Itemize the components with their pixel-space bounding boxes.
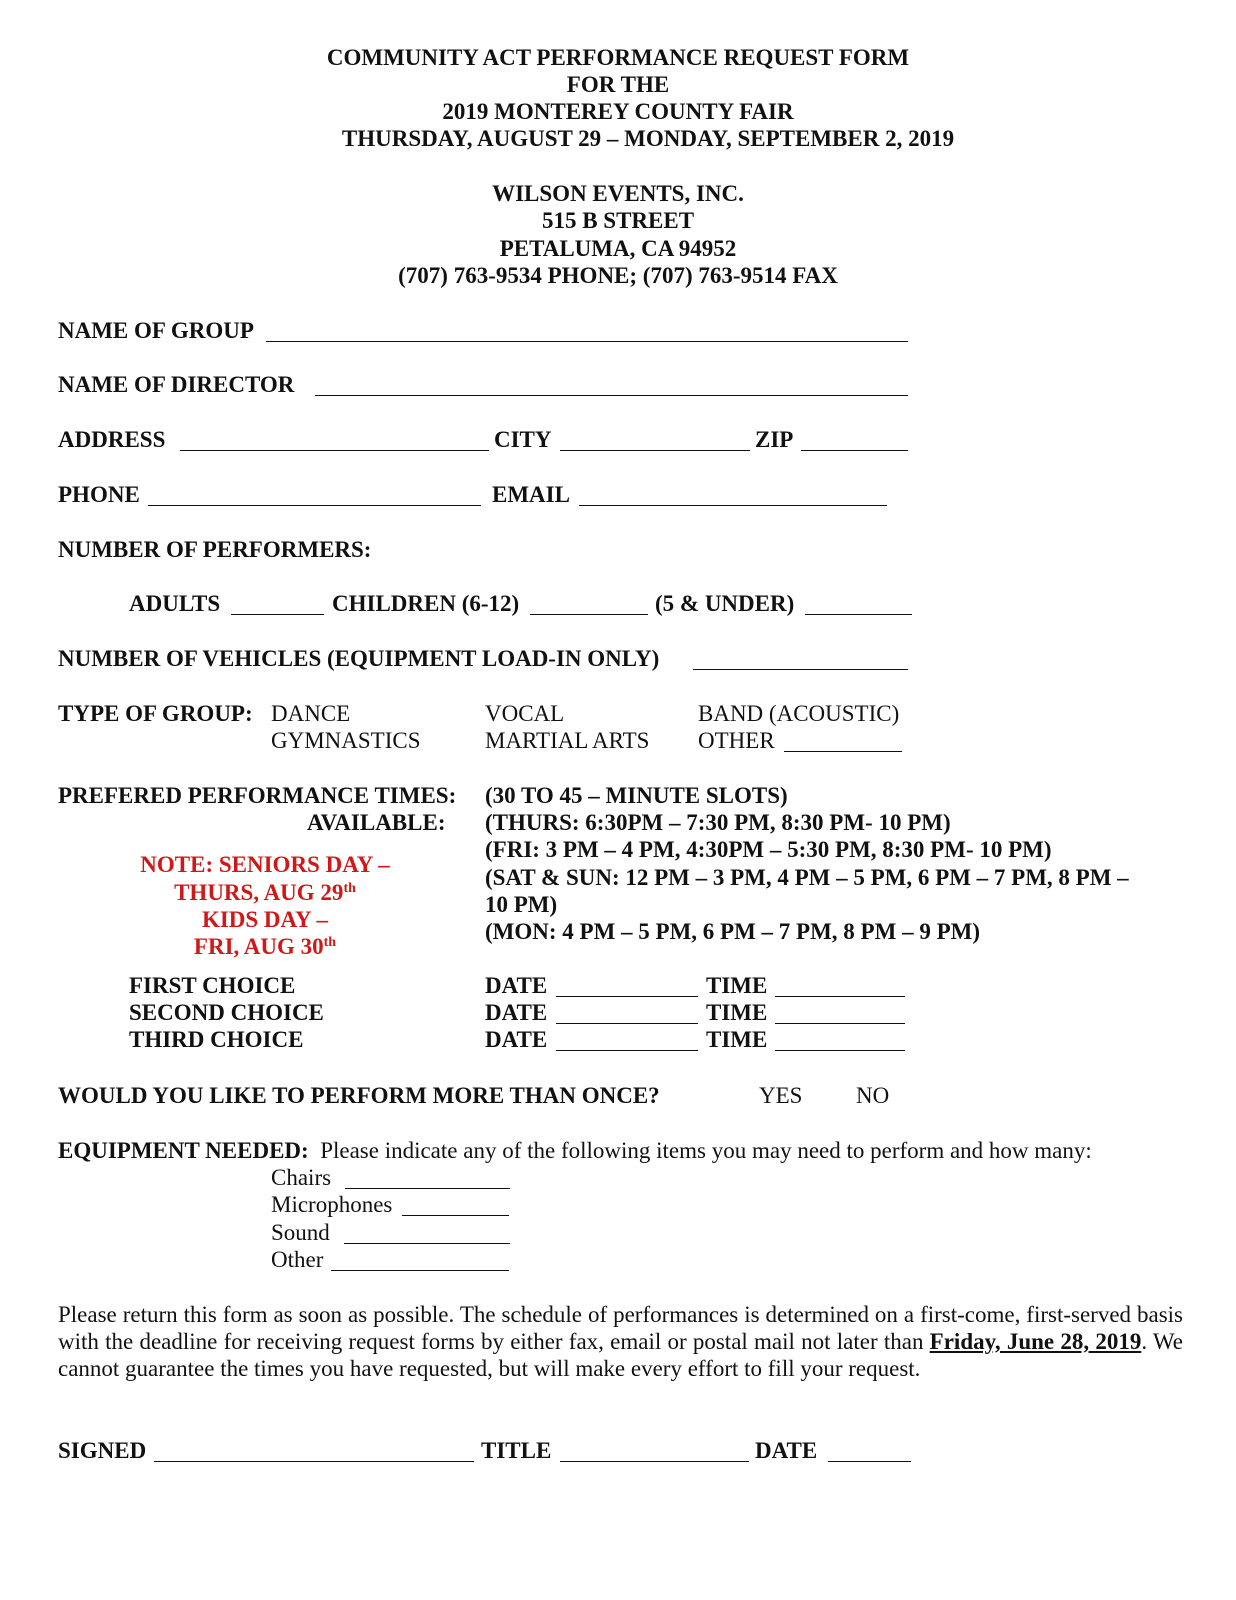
name-of-group-field[interactable] — [266, 341, 908, 342]
name-of-group-label: NAME OF GROUP — [58, 318, 254, 343]
perform-more-question: WOULD YOU LIKE TO PERFORM MORE THAN ONCE? — [58, 1083, 660, 1108]
adults-label: ADULTS — [129, 591, 221, 616]
group-type-martial-arts[interactable]: MARTIAL ARTS — [485, 728, 650, 753]
date-label: DATE — [755, 1438, 818, 1463]
equipment-row — [58, 1137, 1092, 1165]
group-type-other-field[interactable] — [784, 751, 902, 752]
group-type-band[interactable]: BAND (ACOUSTIC) — [698, 701, 900, 726]
adults-field[interactable] — [231, 614, 324, 615]
city-label: CITY — [494, 427, 552, 452]
slots-text: (30 TO 45 – MINUTE SLOTS) — [485, 783, 788, 808]
vehicles-field[interactable] — [693, 669, 908, 670]
first-choice-date-label: DATE — [485, 973, 548, 998]
third-choice-label: THIRD CHOICE — [129, 1027, 304, 1052]
equipment-sound-field[interactable] — [344, 1243, 510, 1244]
second-choice-time-field[interactable] — [775, 1023, 905, 1024]
zip-label: ZIP — [755, 427, 794, 452]
group-type-other[interactable]: OTHER — [698, 728, 775, 753]
third-choice-time-label: TIME — [706, 1027, 768, 1052]
kids-day-note: KIDS DAY – — [201, 907, 329, 932]
phone-field[interactable] — [148, 505, 481, 506]
equipment-chairs-field[interactable] — [345, 1188, 510, 1189]
date-field[interactable] — [828, 1461, 911, 1462]
friday-times: (FRI: 3 PM – 4 PM, 4:30PM – 5:30 PM, 8:30 PM- 10 PM) — [485, 837, 1052, 862]
fair-dates: THURSDAY, AUGUST 29 – MONDAY, SEPTEMBER 2, 2019 — [341, 126, 955, 151]
deadline-date: Friday, June 28, 2019 — [929, 1329, 1142, 1354]
thursday-times: (THURS: 6:30PM – 7:30 PM, 8:30 PM- 10 PM) — [485, 810, 951, 835]
company-phone-fax: (707) 763-9534 PHONE; (707) 763-9514 FAX — [398, 263, 838, 288]
equipment-microphones-label: Microphones — [271, 1192, 393, 1217]
group-type-vocal[interactable]: VOCAL — [485, 701, 565, 726]
equipment-label: EQUIPMENT NEEDED: — [58, 1138, 309, 1163]
available-label: AVAILABLE: — [307, 810, 446, 835]
signed-field[interactable] — [154, 1461, 474, 1462]
vehicles-label: NUMBER OF VEHICLES (EQUIPMENT LOAD-IN ONLY) — [58, 646, 660, 671]
company-street: 515 B STREET — [541, 208, 695, 233]
third-choice-time-field[interactable] — [775, 1050, 905, 1051]
email-label: EMAIL — [492, 482, 570, 507]
title-label: TITLE — [481, 1438, 552, 1463]
phone-label: PHONE — [58, 482, 140, 507]
city-field[interactable] — [560, 450, 750, 451]
second-choice-label: SECOND CHOICE — [129, 1000, 324, 1025]
children-label: CHILDREN (6-12) — [332, 591, 520, 616]
equipment-other-field[interactable] — [331, 1270, 509, 1271]
first-choice-date-field[interactable] — [556, 996, 698, 997]
third-choice-date-label: DATE — [485, 1027, 548, 1052]
address-field[interactable] — [180, 450, 489, 451]
group-type-dance[interactable]: DANCE — [271, 701, 351, 726]
form-title-line2: FOR THE — [566, 72, 670, 97]
monday-times: (MON: 4 PM – 5 PM, 6 PM – 7 PM, 8 PM – 9 PM) — [485, 919, 980, 944]
equipment-sound-label: Sound — [271, 1220, 330, 1245]
name-of-director-field[interactable] — [315, 395, 908, 396]
address-label: ADDRESS — [58, 427, 166, 452]
kids-day-date: FRI, AUG 30th — [193, 934, 337, 959]
second-choice-time-label: TIME — [706, 1000, 768, 1025]
company-city: PETALUMA, CA 94952 — [499, 236, 737, 261]
third-choice-date-field[interactable] — [556, 1050, 698, 1051]
second-choice-date-field[interactable] — [556, 1023, 698, 1024]
group-type-gymnastics[interactable]: GYMNASTICS — [271, 728, 421, 753]
zip-field[interactable] — [801, 450, 908, 451]
name-of-director-label: NAME OF DIRECTOR — [58, 372, 295, 397]
form-title: COMMUNITY ACT PERFORMANCE REQUEST FORM — [326, 45, 910, 70]
equipment-instruction: Please indicate any of the following items you may need to perform and how many: — [320, 1138, 1092, 1163]
weekend-times: (SAT & SUN: 12 PM – 3 PM, 4 PM – 5 PM, 6 PM – 7 PM, 8 PM – — [485, 865, 1129, 890]
seniors-day-date: THURS, AUG 29th — [174, 880, 356, 905]
title-field[interactable] — [560, 1461, 749, 1462]
under5-field[interactable] — [805, 614, 912, 615]
signed-label: SIGNED — [58, 1438, 147, 1463]
equipment-other-label: Other — [271, 1247, 324, 1272]
equipment-chairs-label: Chairs — [271, 1165, 332, 1190]
type-of-group-label: TYPE OF GROUP: — [58, 701, 253, 726]
number-of-performers-label: NUMBER OF PERFORMERS: — [58, 537, 372, 562]
children-field[interactable] — [530, 614, 648, 615]
first-choice-time-label: TIME — [706, 973, 768, 998]
closing-paragraph: Please return this form as soon as possible. The schedule of performances is determined on a first-come, first-served basis with the deadline for receiving request forms by either fax, email or postal mail not later than Friday, June 28, 2019. We cannot guarantee the times you have requested, but will make every effort to fill your request. — [58, 1302, 1183, 1381]
email-field[interactable] — [579, 505, 887, 506]
first-choice-time-field[interactable] — [775, 996, 905, 997]
equipment-microphones-field[interactable] — [402, 1215, 509, 1216]
preferred-times-label: PREFERED PERFORMANCE TIMES: — [58, 783, 457, 808]
seniors-day-note: NOTE: SENIORS DAY – — [140, 852, 390, 877]
perform-more-no[interactable]: NO — [856, 1083, 890, 1108]
first-choice-label: FIRST CHOICE — [129, 973, 296, 998]
fair-name: 2019 MONTEREY COUNTY FAIR — [442, 99, 794, 124]
weekend-times-cont: 10 PM) — [485, 892, 558, 917]
second-choice-date-label: DATE — [485, 1000, 548, 1025]
company-name: WILSON EVENTS, INC. — [492, 181, 744, 206]
under5-label: (5 & UNDER) — [655, 591, 795, 616]
perform-more-yes[interactable]: YES — [759, 1083, 803, 1108]
